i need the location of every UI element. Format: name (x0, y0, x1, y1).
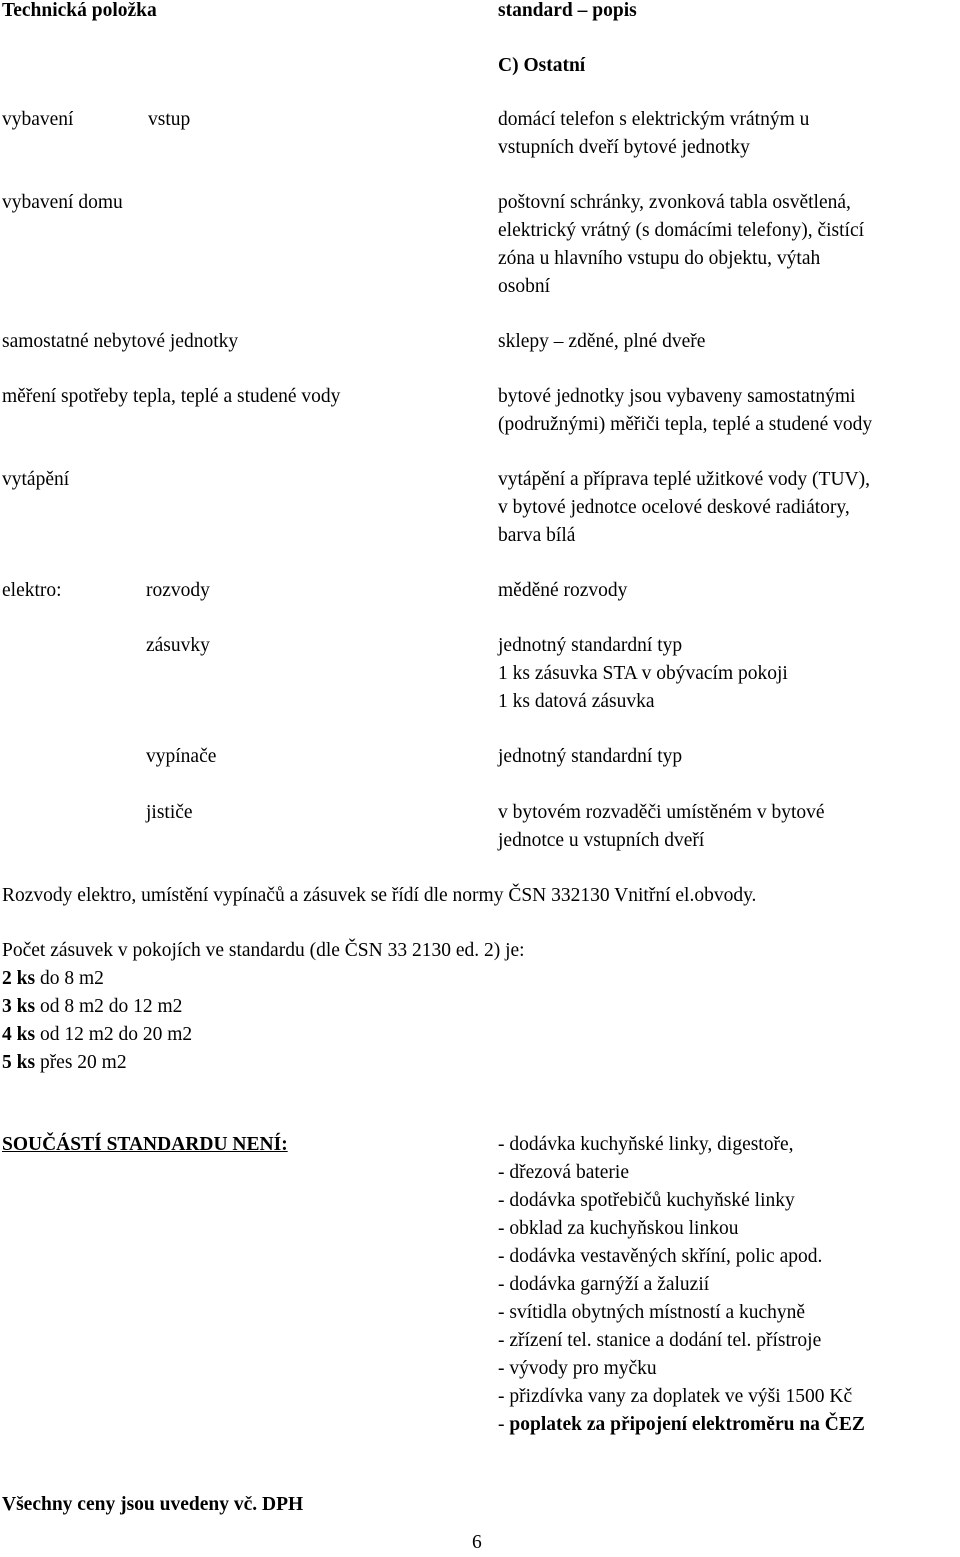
column-header-item: Technická položka (2, 0, 157, 21)
row-desc-rozvody: měděné rozvody (498, 580, 628, 601)
row-label-nebytove: samostatné nebytové jednotky (2, 331, 239, 352)
exclusion-item: - vývody pro myčku (498, 1358, 657, 1379)
row-label-elektro: elektro: (2, 580, 62, 601)
row-sublabel-jistice: jističe (146, 802, 193, 823)
page-number: 6 (472, 1532, 482, 1553)
exclusion-item-last: - poplatek za připojení elektroměru na ČEZ (498, 1414, 865, 1435)
exclusion-item: - obklad za kuchyňskou linkou (498, 1218, 739, 1239)
socket-count-item: 3 ks od 8 m2 do 12 m2 (2, 996, 183, 1017)
vat-note: Všechny ceny jsou uvedeny vč. DPH (2, 1494, 304, 1515)
socket-count-item: 5 ks přes 20 m2 (2, 1052, 127, 1073)
row-sublabel-vypinace: vypínače (146, 746, 217, 767)
row-sublabel-zasuvky: zásuvky (146, 635, 210, 656)
exclusion-item: - přizdívka vany za doplatek ve výši 1500 Kč (498, 1386, 853, 1407)
exclusions-list (498, 1131, 865, 1439)
exclusion-item: - dodávka spotřebičů kuchyňské linky (498, 1190, 795, 1211)
column-header-description: standard – popis (498, 0, 637, 21)
row-sublabel-rozvody: rozvody (146, 580, 210, 601)
row-desc-vytapeni: vytápění a příprava teplé užitkové vody (TUV), v bytové jednotce ocelové deskové radiátory, barva bílá (498, 469, 870, 546)
exclusion-item: - dodávka kuchyňské linky, digestoře, (498, 1134, 794, 1155)
row-desc-nebytove: sklepy – zděné, plné dveře (498, 331, 706, 352)
exclusion-item: - dřezová baterie (498, 1162, 629, 1183)
row-label-vybaveni-domu: vybavení domu (2, 192, 123, 213)
exclusion-item: - svítidla obytných místností a kuchyně (498, 1302, 806, 1323)
electro-norm-note: Rozvody elektro, umístění vypínačů a zásuvek se řídí dle normy ČSN 332130 Vnitřní el.obvody. (2, 885, 757, 906)
exclusion-item: - zřízení tel. stanice a dodání tel. přístroje (498, 1330, 822, 1351)
exclusion-item: - dodávka garnýží a žaluzií (498, 1274, 710, 1295)
section-title: C) Ostatní (498, 55, 586, 76)
row-label-vybaveni: vybavení (2, 109, 74, 130)
row-desc-vybaveni-domu: poštovní schránky, zvonková tabla osvětlená, elektrický vrátný (s domácími telefony), čistící zóna u hlavního vstupu do objektu, výtah osobní (498, 192, 865, 297)
exclusions-heading: SOUČÁSTÍ STANDARDU NENÍ: (2, 1134, 288, 1155)
socket-count-list (2, 965, 192, 1077)
socket-count-item: 4 ks od 12 m2 do 20 m2 (2, 1024, 193, 1045)
socket-count-item: 2 ks do 8 m2 (2, 968, 104, 989)
row-label-mereni: měření spotřeby tepla, teplé a studené vody (2, 386, 341, 407)
row-label-vytapeni: vytápění (2, 469, 70, 490)
row-desc-vypinace: jednotný standardní typ (498, 746, 683, 767)
row-desc-zasuvky: jednotný standardní typ 1 ks zásuvka STA v obývacím pokoji 1 ks datová zásuvka (498, 635, 788, 712)
row-sublabel-vstup: vstup (148, 109, 191, 130)
socket-count-intro: Počet zásuvek v pokojích ve standardu (dle ČSN 33 2130 ed. 2) je: (2, 940, 525, 961)
row-desc-jistice: v bytovém rozvaděči umístěném v bytové jednotce u vstupních dveří (498, 802, 825, 851)
exclusion-item: - dodávka vestavěných skříní, polic apod. (498, 1246, 823, 1267)
row-desc-vstup: domácí telefon s elektrickým vrátným u vstupních dveří bytové jednotky (498, 109, 810, 158)
row-desc-mereni: bytové jednotky jsou vybaveny samostatnými (podružnými) měřiči tepla, teplé a studené vody (498, 386, 873, 435)
